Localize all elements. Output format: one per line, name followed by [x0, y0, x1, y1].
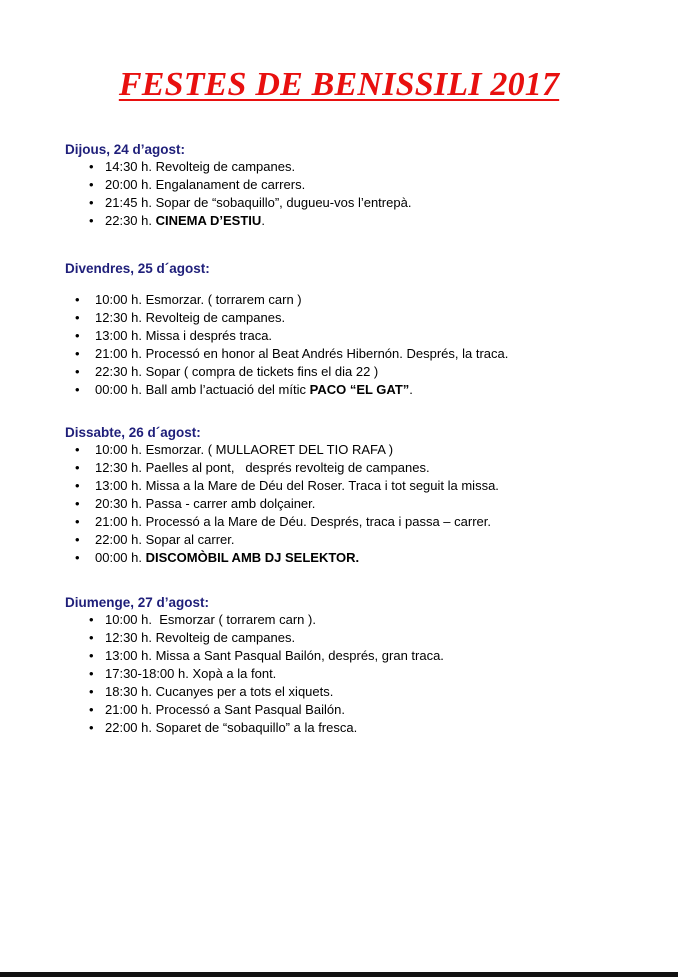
bullet-icon: • [75, 442, 80, 457]
bullet-icon: • [89, 195, 94, 210]
event-text: 21:00 h. Processó a Sant Pasqual Bailón. [105, 702, 345, 717]
event-text: 10:00 h. Esmorzar. ( MULLAORET DEL TIO RAFA ) [95, 442, 394, 457]
event-text: 18:30 h. Cucanyes per a tots el xiquets. [105, 684, 334, 699]
event-highlight: PACO “EL GAT” [309, 382, 410, 397]
event-text: 21:45 h. Sopar de “sobaquillo”, dugueu-vos l’entrepà. [105, 195, 412, 210]
bullet-icon: • [89, 612, 94, 627]
event-text: 13:00 h. Missa a Sant Pasqual Bailón, després, gran traca. [105, 648, 444, 663]
event-text [95, 549, 359, 567]
bullet-icon: • [75, 496, 80, 511]
event-text: 21:00 h. Processó en honor al Beat Andrés Hibernón. Després, la traca. [95, 346, 509, 361]
bullet-icon: • [75, 364, 80, 379]
bullet-icon: • [75, 478, 80, 493]
event-text [105, 212, 265, 230]
event-text: 21:00 h. Processó a la Mare de Déu. Després, traca i passa – carrer. [95, 514, 491, 529]
event-text: 20:00 h. Engalanament de carrers. [105, 177, 306, 192]
event-text [95, 381, 413, 399]
bullet-icon: • [75, 328, 80, 343]
event-text: 20:30 h. Passa - carrer amb dolçainer. [95, 496, 316, 511]
bullet-icon: • [89, 159, 94, 174]
bullet-icon: • [89, 720, 94, 735]
event-prefix: 00:00 h. [95, 550, 146, 565]
event-text: 13:00 h. Missa a la Mare de Déu del Roser. Traca i tot seguit la missa. [95, 478, 499, 493]
event-text: 17:30-18:00 h. Xopà a la font. [105, 666, 277, 681]
bullet-icon: • [75, 460, 80, 475]
event-text: 10:00 h. Esmorzar ( torrarem carn ). [105, 612, 316, 627]
event-suffix: . [261, 213, 265, 228]
bullet-icon: • [89, 648, 94, 663]
event-text: 10:00 h. Esmorzar. ( torrarem carn ) [95, 292, 302, 307]
event-text: 12:30 h. Paelles al pont, després revolteig de campanes. [95, 460, 430, 475]
day-heading: Dijous, 24 d’agost: [65, 142, 186, 157]
page-title: FESTES DE BENISSILI 2017 [118, 66, 560, 103]
event-highlight: CINEMA D’ESTIU [155, 213, 262, 228]
bullet-icon: • [75, 550, 80, 565]
event-text: 22:00 h. Soparet de “sobaquillo” a la fresca. [105, 720, 358, 735]
day-heading: Dissabte, 26 d´agost: [65, 425, 201, 440]
event-prefix: 22:30 h. [105, 213, 156, 228]
bullet-icon: • [75, 310, 80, 325]
bullet-icon: • [89, 666, 94, 681]
event-text: 22:00 h. Sopar al carrer. [95, 532, 235, 547]
day-heading: Diumenge, 27 d’agost: [65, 595, 210, 610]
event-text: 12:30 h. Revolteig de campanes. [105, 630, 296, 645]
bullet-icon: • [75, 292, 80, 307]
bullet-icon: • [89, 630, 94, 645]
event-text: 13:00 h. Missa i després traca. [95, 328, 273, 343]
event-text: 14:30 h. Revolteig de campanes. [105, 159, 296, 174]
bullet-icon: • [89, 177, 94, 192]
bullet-icon: • [75, 346, 80, 361]
event-prefix: 00:00 h. Ball amb l’actuació del mític [95, 382, 310, 397]
event-text: 12:30 h. Revolteig de campanes. [95, 310, 286, 325]
bullet-icon: • [89, 702, 94, 717]
day-heading: Divendres, 25 d´agost: [65, 261, 210, 276]
bullet-icon: • [75, 382, 80, 397]
event-suffix: . [409, 382, 413, 397]
bullet-icon: • [75, 532, 80, 547]
event-text: 22:30 h. Sopar ( compra de tickets fins el dia 22 ) [95, 364, 379, 379]
bullet-icon: • [75, 514, 80, 529]
event-highlight: DISCOMÒBIL AMB DJ SELEKTOR. [145, 550, 360, 565]
bullet-icon: • [89, 684, 94, 699]
bullet-icon: • [89, 213, 94, 228]
page-bottom-border [0, 972, 678, 977]
